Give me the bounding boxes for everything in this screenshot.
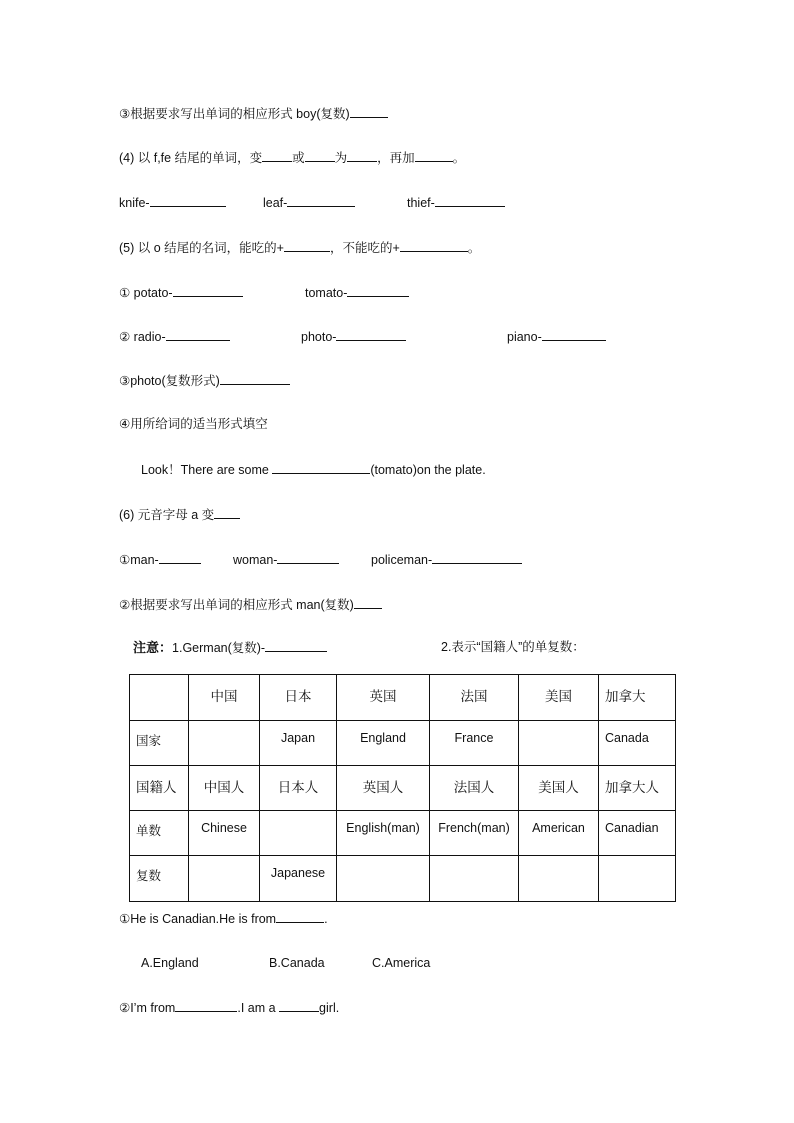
answer-blank[interactable]: [262, 149, 292, 162]
table-cell: [337, 856, 430, 902]
note-line: [133, 639, 327, 656]
prompt-text: ，再加: [377, 151, 415, 165]
answer-blank[interactable]: [415, 149, 453, 162]
tomato-item: [305, 284, 409, 301]
prompt-text: tomato-: [305, 286, 348, 300]
prompt-text: girl.: [319, 1001, 340, 1015]
table-header-cell: 法国: [430, 675, 519, 721]
table-cell: 日本人: [260, 766, 337, 811]
thief-item: [407, 194, 505, 211]
answer-blank[interactable]: [432, 551, 522, 564]
table-cell: Canadian: [599, 811, 676, 856]
option-label: C.America: [372, 956, 431, 970]
table-row: [130, 766, 676, 811]
table-header-cell: 加拿大: [599, 675, 676, 721]
answer-blank[interactable]: [287, 194, 355, 207]
man-item: [119, 551, 201, 568]
answer-blank[interactable]: [336, 328, 406, 341]
table-cell: Chinese: [189, 811, 260, 856]
prompt-text: ②I’m from: [119, 1001, 176, 1015]
answer-blank[interactable]: [220, 372, 290, 385]
prompt-text: ③photo(复数形式): [119, 374, 220, 388]
rule-o-ending: [119, 239, 480, 256]
note-2: [441, 639, 585, 655]
prompt-text: (tomato)on the plate.: [370, 463, 486, 477]
table-header-cell: 美国: [519, 675, 599, 721]
leaf-item: [263, 194, 355, 211]
answer-blank[interactable]: [150, 194, 226, 207]
answer-blank[interactable]: [276, 910, 324, 923]
table-header-cell: 中国: [189, 675, 260, 721]
table-cell: Canada: [599, 721, 676, 766]
option-a[interactable]: [141, 955, 199, 971]
potato-item: [119, 284, 243, 301]
prompt-text: 。: [452, 151, 466, 165]
answer-blank[interactable]: [354, 596, 382, 609]
table-cell: Japanese: [260, 856, 337, 902]
table-header-row: [130, 675, 676, 721]
prompt-text: ④用所给词的适当形式填空: [119, 417, 268, 431]
answer-blank[interactable]: [159, 551, 201, 564]
rule-vowel-a: [119, 506, 240, 523]
table-cell: France: [430, 721, 519, 766]
option-b[interactable]: [269, 955, 325, 971]
answer-blank[interactable]: [347, 284, 409, 297]
table-cell: American: [519, 811, 599, 856]
prompt-text: photo-: [301, 330, 337, 344]
table-cell: 单数: [130, 811, 189, 856]
answer-blank[interactable]: [272, 461, 370, 474]
answer-blank[interactable]: [350, 105, 388, 118]
policeman-item: [371, 551, 522, 568]
prompt-text: 或: [292, 151, 305, 165]
table-cell: 加拿大人: [599, 766, 676, 811]
table-row: [130, 856, 676, 902]
prompt-text: 1.German(复数)-: [172, 641, 266, 655]
option-c[interactable]: [372, 955, 430, 971]
answer-blank[interactable]: [435, 194, 505, 207]
answer-blank[interactable]: [166, 328, 230, 341]
prompt-text: ②根据要求写出单词的相应形式 man(复数): [119, 598, 354, 612]
prompt-text: 。: [467, 241, 481, 255]
table-cell: [189, 856, 260, 902]
prompt-text: (6) 元音字母 a 变: [119, 508, 215, 522]
prompt-text: 2.表示“国籍人”的单复数：: [441, 640, 585, 654]
photo-plural: [119, 372, 290, 389]
table-cell: French(man): [430, 811, 519, 856]
prompt-text: ① potato-: [119, 286, 173, 300]
prompt-text: 为: [334, 151, 348, 165]
note-label: 注意：: [133, 640, 173, 655]
table-cell: Japan: [260, 721, 337, 766]
answer-blank[interactable]: [277, 551, 339, 564]
answer-blank[interactable]: [400, 239, 468, 252]
prompt-text: .: [324, 912, 328, 926]
table-cell: England: [337, 721, 430, 766]
table-cell: 国家: [130, 721, 189, 766]
prompt-text: piano-: [507, 330, 542, 344]
answer-blank[interactable]: [175, 999, 237, 1012]
table-cell: [519, 856, 599, 902]
rule-f-fe: [119, 149, 465, 166]
table-cell: 国籍人: [130, 766, 189, 811]
answer-blank[interactable]: [284, 239, 330, 252]
table-body: [130, 675, 676, 902]
answer-blank[interactable]: [542, 328, 606, 341]
question-1: [119, 910, 328, 927]
table-cell: [260, 811, 337, 856]
tomato-sentence: [141, 461, 486, 478]
nationality-table: [129, 674, 676, 902]
prompt-text: thief-: [407, 196, 435, 210]
photo-item: [301, 328, 406, 345]
prompt-text: policeman-: [371, 553, 433, 567]
table-cell: 中国人: [189, 766, 260, 811]
option-label: A.England: [141, 956, 199, 970]
answer-blank[interactable]: [265, 639, 327, 652]
table-header-cell: 英国: [337, 675, 430, 721]
table-cell: 法国人: [430, 766, 519, 811]
radio-item: [119, 328, 230, 345]
option-label: B.Canada: [269, 956, 325, 970]
question-2: [119, 999, 339, 1016]
table-cell: 英国人: [337, 766, 430, 811]
table-header-cell: 日本: [260, 675, 337, 721]
man-plural: [119, 596, 382, 613]
answer-blank[interactable]: [305, 149, 335, 162]
prompt-text: Look！There are some: [141, 463, 269, 477]
prompt-text: (5) 以 o 结尾的名词，能吃的+: [119, 241, 284, 255]
prompt-text: ①He is Canadian.He is from: [119, 912, 277, 926]
answer-blank[interactable]: [214, 506, 240, 519]
table-header-cell: [130, 675, 189, 721]
prompt-text: knife-: [119, 196, 150, 210]
table-cell: [519, 721, 599, 766]
prompt-text: woman-: [233, 553, 278, 567]
answer-blank[interactable]: [279, 999, 319, 1012]
woman-item: [233, 551, 339, 568]
table-row: [130, 721, 676, 766]
answer-blank[interactable]: [173, 284, 243, 297]
answer-blank[interactable]: [347, 149, 377, 162]
knife-item: [119, 194, 226, 211]
prompt-text: ，不能吃的+: [329, 241, 400, 255]
fill-instruction: [119, 416, 268, 432]
table-cell: 美国人: [519, 766, 599, 811]
table-cell: [430, 856, 519, 902]
table-row: [130, 811, 676, 856]
prompt-text: ② radio-: [119, 330, 166, 344]
prompt-text: .I am a: [237, 1001, 276, 1015]
table-cell: [599, 856, 676, 902]
table-cell: English(man): [337, 811, 430, 856]
exercise-boy-plural: [119, 105, 388, 122]
table-cell: [189, 721, 260, 766]
prompt-text: ③根据要求写出单词的相应形式 boy(复数): [119, 107, 350, 121]
piano-item: [507, 328, 606, 345]
prompt-text: leaf-: [263, 196, 288, 210]
prompt-text: (4) 以 f,fe 结尾的单词，变: [119, 151, 263, 165]
prompt-text: ①man-: [119, 553, 159, 567]
table-cell: 复数: [130, 856, 189, 902]
